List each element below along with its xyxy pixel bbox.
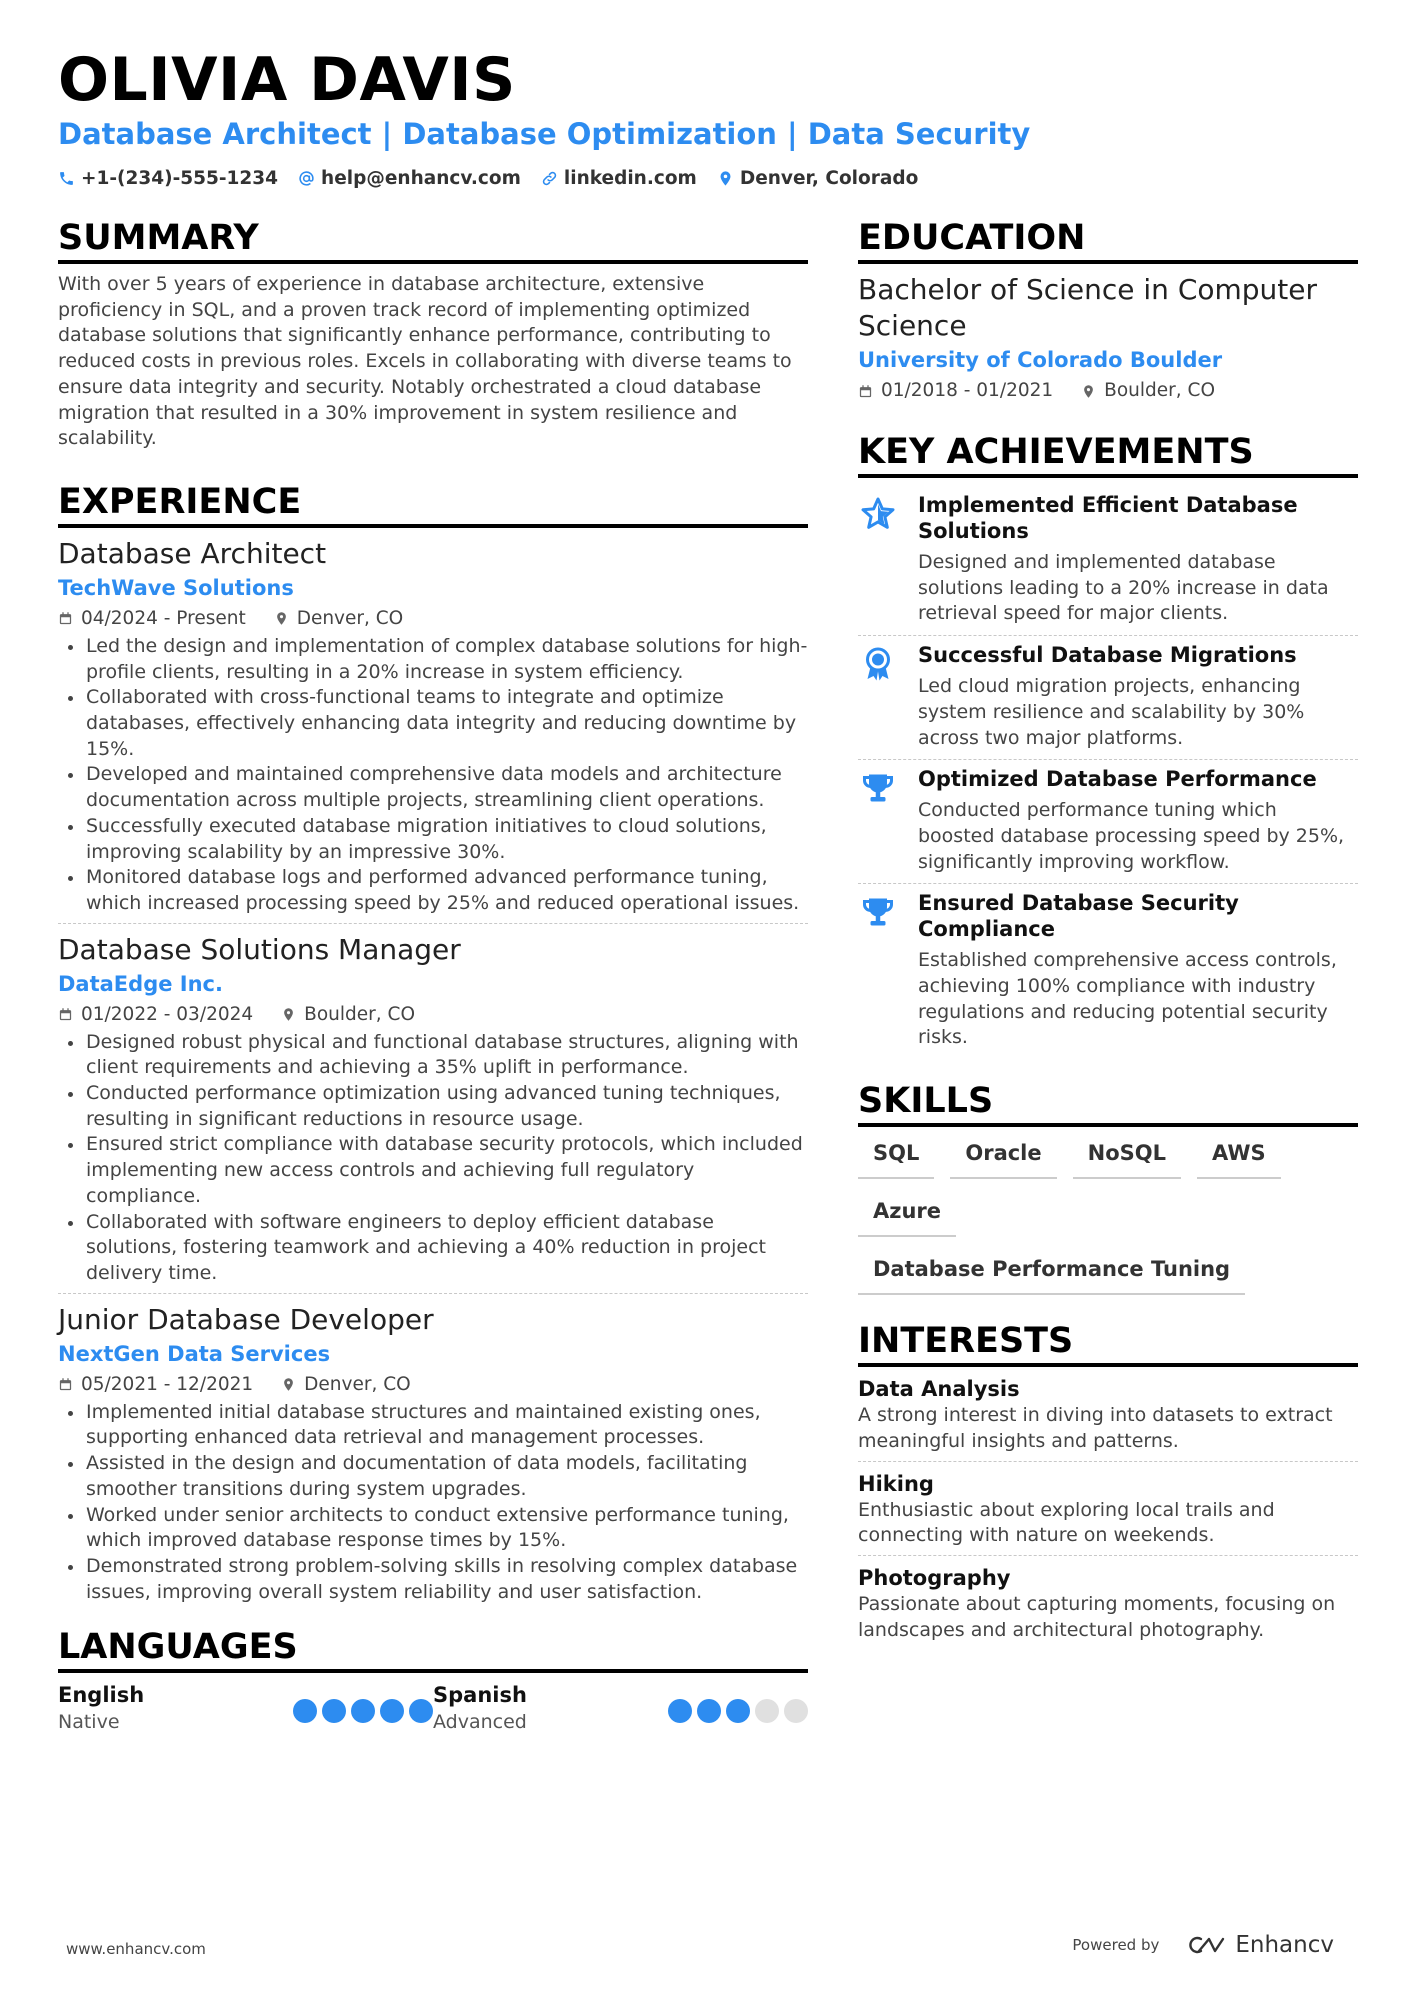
interest-item xyxy=(858,1564,1358,1649)
bullet-item: Implemented initial database structures and maintained existing ones, supporting enhanced data retrieval and management processes. xyxy=(58,1400,808,1451)
bullet-item: Worked under senior architects to conduct extensive performance tuning, which improved database response times by 15%. xyxy=(58,1503,808,1554)
education-meta xyxy=(858,376,1358,406)
footer-website[interactable]: www.enhancv.com xyxy=(66,1940,206,1958)
job-meta xyxy=(58,1000,808,1030)
linkedin-text: linkedin.com xyxy=(563,168,697,189)
skill-tag: Database Performance Tuning xyxy=(858,1255,1245,1295)
summary-text: With over 5 years of experience in database architecture, extensive proficiency in SQL, and a proven track record of implementing optimized database solutions that significantly enhance performance, contributing to reduced costs in previous roles. Excels in collaborating with diverse teams to ensure data integrity and security. Notably orchestrated a cloud database migration that resulted in a 30% improvement in system resilience and scalability. xyxy=(58,273,792,450)
bullet-item: Ensured strict compliance with database security protocols, which included implementing new access controls and achieving full regulatory compliance. xyxy=(58,1132,808,1209)
star-icon xyxy=(860,496,896,532)
education-heading: EDUCATION xyxy=(858,216,1358,264)
rating-dot-filled xyxy=(409,1699,433,1723)
job-dates: 05/2021 - 12/2021 xyxy=(81,1373,254,1395)
job-bullets xyxy=(58,1400,808,1606)
bullet-item: Conducted performance optimization using advanced tuning techniques, resulting in significant reductions in resource usage. xyxy=(58,1081,808,1132)
skill-tag: SQL xyxy=(858,1139,934,1179)
contact-phone[interactable] xyxy=(58,168,278,189)
bullet-item: Monitored database logs and performed advanced performance tuning, which increased processing speed by 25% and reduced operational issues. xyxy=(58,865,808,916)
skill-tag: AWS xyxy=(1197,1139,1281,1179)
achievement-title: Successful Database Migrations xyxy=(918,643,1297,668)
left-column xyxy=(58,216,808,1735)
language-item xyxy=(433,1681,808,1735)
job-dates: 04/2024 - Present xyxy=(81,607,246,629)
calendar-icon xyxy=(58,1007,73,1022)
achievement-item xyxy=(858,884,1358,1059)
job-location: Boulder, CO xyxy=(304,1003,416,1025)
languages-heading: LANGUAGES xyxy=(58,1625,808,1673)
rating-dot-filled xyxy=(668,1699,692,1723)
calendar-icon xyxy=(58,611,73,626)
bullet-item: Collaborated with software engineers to deploy efficient database solutions, fostering teamwork and achieving a 40% reduction in project delivery time. xyxy=(58,1210,808,1287)
interest-name: Hiking xyxy=(858,1471,934,1496)
language-rating xyxy=(668,1699,808,1735)
contact-bar xyxy=(58,168,918,189)
interest-item xyxy=(858,1375,1358,1461)
trophy-icon xyxy=(860,770,896,806)
job-entry xyxy=(58,932,808,1294)
experience-heading: EXPERIENCE xyxy=(58,480,808,528)
job-dates: 01/2022 - 03/2024 xyxy=(81,1003,254,1025)
job-meta xyxy=(58,604,808,634)
skill-tag: Azure xyxy=(858,1197,956,1237)
bullet-item: Designed robust physical and functional database structures, aligning with client requirements and achieving a 35% uplift in performance. xyxy=(58,1030,808,1081)
company-name: DataEdge Inc. xyxy=(58,971,223,996)
rating-dot-empty xyxy=(755,1699,779,1723)
language-rating xyxy=(293,1699,433,1735)
calendar-icon xyxy=(858,384,873,399)
achievement-desc: Conducted performance tuning which boosted database processing speed by 25%, significantly improving workflow. xyxy=(918,799,1345,873)
location-pin-icon xyxy=(281,1007,296,1022)
achievement-desc: Led cloud migration projects, enhancing system resilience and scalability by 30% across two major platforms. xyxy=(918,675,1305,749)
job-location: Denver, CO xyxy=(304,1373,411,1395)
interests-heading: INTERESTS xyxy=(858,1319,1358,1367)
enhancv-logo-icon xyxy=(1185,1934,1227,1956)
achievements-heading: KEY ACHIEVEMENTS xyxy=(858,430,1358,478)
interest-desc: A strong interest in diving into datasets to extract meaningful insights and patterns. xyxy=(858,1404,1333,1452)
bullet-item: Led the design and implementation of complex database solutions for high-profile clients, resulting in a 20% increase in system efficiency. xyxy=(58,634,808,685)
interests-section xyxy=(858,1319,1358,1649)
school-name: University of Colorado Boulder xyxy=(858,348,1223,372)
company-name: NextGen Data Services xyxy=(58,1341,331,1366)
candidate-name: OLIVIA DAVIS xyxy=(58,45,516,115)
achievement-desc: Established comprehensive access controls, achieving 100% compliance with industry regulations and reducing potential security risks. xyxy=(918,949,1337,1049)
achievement-desc: Designed and implemented database solutions leading to a 20% increase in data retrieval speed for major clients. xyxy=(918,551,1329,625)
achievement-title: Implemented Efficient Database Solutions xyxy=(918,493,1298,543)
rating-dot-empty xyxy=(784,1699,808,1723)
achievement-item xyxy=(858,760,1358,884)
summary-section xyxy=(58,216,808,452)
company-name: TechWave Solutions xyxy=(58,575,294,600)
right-column xyxy=(858,216,1358,1657)
job-bullets xyxy=(58,1030,808,1287)
phone-icon xyxy=(58,170,75,187)
rating-dot-filled xyxy=(293,1699,317,1723)
job-location: Denver, CO xyxy=(296,607,404,629)
trophy-icon xyxy=(860,894,896,930)
bullet-item: Successfully executed database migration initiatives to cloud solutions, improving scalability by an impressive 30%. xyxy=(58,814,808,865)
bullet-item: Collaborated with cross-functional teams to integrate and optimize databases, effectively enhancing data integrity and reducing downtime by 15%. xyxy=(58,685,808,762)
job-title: Junior Database Developer xyxy=(58,1302,434,1336)
rating-dot-filled xyxy=(697,1699,721,1723)
bullet-item: Demonstrated strong problem-solving skills in resolving complex database issues, improving overall system reliability and user satisfaction. xyxy=(58,1554,808,1605)
contact-email[interactable] xyxy=(298,168,521,189)
education-location: Boulder, CO xyxy=(1104,380,1216,401)
interest-name: Data Analysis xyxy=(858,1377,1020,1402)
interest-desc: Enthusiastic about exploring local trails and connecting with nature on weekends. xyxy=(858,1498,1275,1547)
calendar-icon xyxy=(58,1377,73,1392)
email-text: help@enhancv.com xyxy=(321,168,521,189)
language-item xyxy=(58,1681,433,1735)
rating-dot-filled xyxy=(380,1699,404,1723)
skills-heading: SKILLS xyxy=(858,1079,1358,1127)
language-level: Advanced xyxy=(433,1711,527,1734)
location-text: Denver, Colorado xyxy=(739,168,919,189)
education-section xyxy=(858,216,1358,406)
phone-text: +1-(234)-555-1234 xyxy=(81,168,279,189)
job-meta xyxy=(58,1370,808,1400)
languages-list xyxy=(58,1681,808,1735)
language-level: Native xyxy=(58,1711,120,1734)
at-icon xyxy=(298,170,315,187)
bullet-item: Developed and maintained comprehensive data models and architecture documentation across multiple projects, streamlining client operations. xyxy=(58,762,808,813)
job-entry xyxy=(58,1302,808,1612)
achievement-item xyxy=(858,486,1358,636)
location-pin-icon xyxy=(1081,384,1096,399)
link-icon xyxy=(541,170,558,187)
job-title: Database Architect xyxy=(58,536,327,570)
achievement-item xyxy=(858,636,1358,760)
footer-branding xyxy=(1072,1932,1334,1958)
languages-section xyxy=(58,1625,808,1735)
award-ribbon-icon xyxy=(860,646,896,682)
skills-section xyxy=(858,1079,1358,1295)
tagline: Database Architect | Database Optimization | Data Security xyxy=(58,117,1031,151)
rating-dot-filled xyxy=(351,1699,375,1723)
job-entry xyxy=(58,536,808,924)
skills-list xyxy=(858,1139,1358,1295)
achievement-title: Ensured Database Security Compliance xyxy=(918,891,1239,942)
location-pin-icon xyxy=(717,170,734,187)
enhancv-logo[interactable] xyxy=(1185,1932,1334,1958)
experience-section xyxy=(58,480,808,1611)
summary-heading: SUMMARY xyxy=(58,216,808,264)
contact-linkedin[interactable] xyxy=(541,168,697,189)
location-pin-icon xyxy=(281,1377,296,1392)
rating-dot-filled xyxy=(322,1699,346,1723)
interest-desc: Passionate about capturing moments, focusing on landscapes and architectural photography. xyxy=(858,1592,1336,1641)
interest-item xyxy=(858,1470,1358,1556)
skill-tag: NoSQL xyxy=(1073,1139,1181,1179)
education-dates: 01/2018 - 01/2021 xyxy=(881,380,1054,401)
rating-dot-filled xyxy=(726,1699,750,1723)
job-bullets xyxy=(58,634,808,917)
language-name: Spanish xyxy=(433,1683,527,1708)
powered-by-label: Powered by xyxy=(1072,1936,1160,1954)
skill-tag: Oracle xyxy=(950,1139,1056,1179)
bullet-item: Assisted in the design and documentation of data models, facilitating smoother transitions during system upgrades. xyxy=(58,1451,808,1502)
achievement-title: Optimized Database Performance xyxy=(918,767,1317,792)
interest-name: Photography xyxy=(858,1565,1011,1590)
brand-name: Enhancv xyxy=(1235,1932,1334,1958)
degree: Bachelor of Science in Computer Science xyxy=(858,273,1318,342)
language-name: English xyxy=(58,1683,145,1708)
location-pin-icon xyxy=(274,611,289,626)
job-title: Database Solutions Manager xyxy=(58,932,461,966)
achievements-section xyxy=(858,430,1358,1059)
contact-location xyxy=(717,168,918,189)
